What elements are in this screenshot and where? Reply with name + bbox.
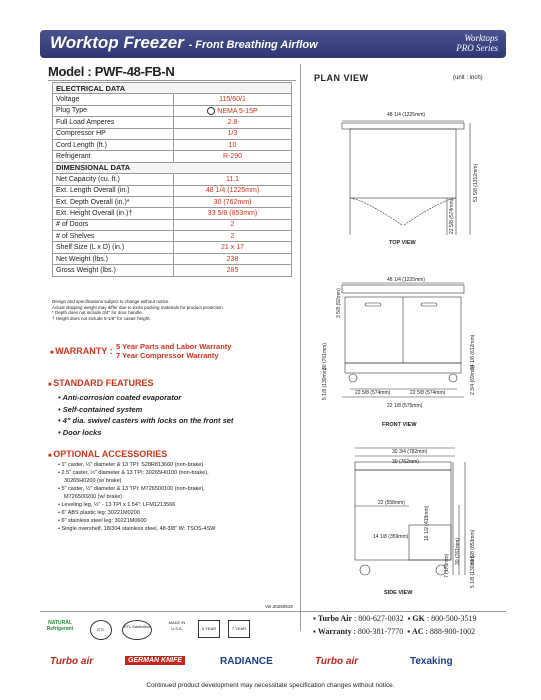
features-list xyxy=(58,392,233,438)
front-view-label: FRONT VIEW xyxy=(382,422,417,428)
list-item: • 6" ABS plastic leg: 30221M0200 xyxy=(58,509,298,517)
made-in-usa-logo: MADE IN U.S.A. xyxy=(168,620,186,631)
spec-value: 238 xyxy=(174,253,292,264)
spec-label: Full Load Amperes xyxy=(53,117,174,128)
accessories-heading: ■ OPTIONAL ACCESSORIES xyxy=(48,449,168,459)
list-item: • 1" caster, ½" diameter & 13 TPI: S28R813660 (non-brake) xyxy=(58,461,298,469)
spec-notes: Design and specifications subject to change without notice. Actual shipping weight may differ due to extra packing materials for product protection. * Depth does not include 3/4" for door handle. † Height does not include 5-1/8" for caster height. xyxy=(52,299,225,321)
spec-value: 2 xyxy=(174,231,292,242)
spec-label: # of Shelves xyxy=(53,231,174,242)
warranty-label: ■ WARRANTY : xyxy=(50,346,113,356)
etl-sanitation-logo: ETL Sanitation xyxy=(122,620,152,640)
natural-refrigerant-logo: NATURAL Refrigerant xyxy=(46,620,74,632)
spec-label: # of Doors xyxy=(53,219,174,230)
spec-value: 115/60/1 xyxy=(174,94,292,105)
spec-label: Voltage xyxy=(53,94,174,105)
dim-label: 22 1/8 (575mm) xyxy=(387,403,423,409)
list-item: • 6" stainless steel leg: 30221M0600 xyxy=(58,517,298,525)
dim-label: 48 1/4 (1225mm) xyxy=(387,112,426,118)
version-label: Ver.20250519 xyxy=(265,604,293,609)
dim-label: 51 5/8 (1312mm) xyxy=(473,163,479,202)
radiance-logo: RADIANCE xyxy=(220,656,273,667)
list-item: • Leveling leg, ½" - 13 TPI x 1.54": LFM1213566 xyxy=(58,501,298,509)
dim-label: 48 1/4 (1225mm) xyxy=(387,277,426,283)
spec-value: R-290 xyxy=(174,151,292,162)
certification-logos xyxy=(40,620,300,645)
spec-value: 21 x 17 xyxy=(174,242,292,253)
spec-value: 2 xyxy=(174,219,292,230)
dim-label: 30 3/4 (782mm) xyxy=(392,449,428,455)
dim-label: 7 (178mm) xyxy=(444,553,450,578)
dim-label: 30 (762mm) xyxy=(392,459,419,465)
model-number: Model : PWF-48-FB-N xyxy=(48,64,175,79)
side-view-label: SIDE VIEW xyxy=(384,590,413,596)
dim-label: 22 5/8 (574mm) xyxy=(355,390,391,396)
list-item: • Anti-corrosion coated evaporator xyxy=(58,392,233,404)
warranty-lines: 5 Year Parts and Labor Warranty 7 Year Compressor Warranty xyxy=(116,342,232,360)
plug-type-value: NEMA 5-15P xyxy=(174,105,292,116)
brand-logos xyxy=(40,652,506,674)
spec-value: 30 (762mm) xyxy=(174,196,292,207)
dim-label: 33 5/8 (853mm) xyxy=(470,529,476,565)
list-item: • 2.5" caster, ½" diameter & 13 TPI: 30265H0100 (non-brake), xyxy=(58,469,298,477)
spec-label: Compressor HP xyxy=(53,128,174,139)
spec-value: 285 xyxy=(174,265,292,276)
dim-label: 30 (761mm) xyxy=(322,343,328,370)
spec-value: 33 5/8 (853mm) xyxy=(174,208,292,219)
spec-label: Refrigerant xyxy=(53,151,174,162)
top-view-label: TOP VIEW xyxy=(389,240,416,246)
list-item: • Door locks xyxy=(58,427,233,439)
german-knife-logo: GERMAN KNIFE xyxy=(125,656,185,665)
spec-label: Plug Type xyxy=(53,105,174,116)
spec-value: 2.8 xyxy=(174,117,292,128)
spec-label: Gross Weight (lbs.) xyxy=(53,265,174,276)
list-item: • 5" caster, ½" diameter & 13 TPI: M726500100 (non-brake), xyxy=(58,485,298,493)
front-view-drawing xyxy=(342,283,464,397)
features-heading: ■ STANDARD FEATURES xyxy=(48,378,154,388)
dim-label: 22 5/8 (574mm) xyxy=(449,198,455,234)
spec-label: Cord Length (ft.) xyxy=(53,139,174,150)
spec-label: Ext. Depth Overall (in.)* xyxy=(53,196,174,207)
dim-label: 5 1/8 (130mm) xyxy=(322,367,328,400)
etl-logo: ETL xyxy=(90,620,112,640)
unit-label: (unit : inch) xyxy=(453,75,483,81)
spec-value: 1/3 xyxy=(174,128,292,139)
footer-note: Continued product development may necessitate specification changes without notice. xyxy=(146,682,395,689)
dim-label: 22 (558mm) xyxy=(378,500,405,506)
spec-table xyxy=(52,82,292,277)
page-header xyxy=(40,30,506,58)
five-year-badge: 5 YEAR xyxy=(198,620,220,638)
texaking-logo: Texaking xyxy=(410,656,453,667)
list-item: • Self-contained system xyxy=(58,404,233,416)
spec-value: 10 xyxy=(174,139,292,150)
spec-label: Ext. Height Overall (in.)† xyxy=(53,208,174,219)
page-subtitle: - Front Breathing Airflow xyxy=(188,39,318,51)
list-item: • 4" dia. swivel casters with locks on the front set xyxy=(58,415,233,427)
series-badge: Worktops PRO Series xyxy=(456,33,498,53)
spec-label: Net Weight (lbs.) xyxy=(53,253,174,264)
spec-label: Ext. Length Overall (in.) xyxy=(53,185,174,196)
dim-label: 5 1/8 (130mm) xyxy=(470,555,476,588)
spec-label: Net Capacity (cu. ft.) xyxy=(53,174,174,185)
dim-label: 30 (761mm) xyxy=(455,538,461,565)
dim-label: 22 5/8 (574mm) xyxy=(410,390,446,396)
spec-label: Shelf Size (L x D) (in.) xyxy=(53,242,174,253)
turbo-air-logo: Turbo air xyxy=(50,656,94,667)
model-underline xyxy=(48,80,296,81)
dim-label: 2 3/4 (69mm) xyxy=(470,365,476,395)
dim-label: 24 1/8 (612mm) xyxy=(470,334,476,370)
list-item: 30265H0200 (w/ brake) xyxy=(64,478,122,484)
page-title: Worktop Freezer - Front Breathing Airflow xyxy=(50,33,318,52)
spec-value: 48 1/4 (1225mm) xyxy=(174,185,292,196)
list-item: M726500200 (w/ brake) xyxy=(64,494,123,500)
plug-icon xyxy=(207,107,215,115)
spec-value: 11.1 xyxy=(174,174,292,185)
contact-block: ▪ Turbo Air : 800-627-0032 ▪ GK : 800-500-3519 ▪ Warranty : 800-381-7770 ▪ AC : 888-900-1002 xyxy=(313,614,477,636)
turbo-air-logo-2: Turbo air xyxy=(315,656,359,667)
column-divider xyxy=(300,64,301,631)
dim-label: 14 1/8 (359mm) xyxy=(373,534,409,540)
electrical-heading: ELECTRICAL DATA xyxy=(53,83,292,94)
list-item: • Single overshelf, 18/304 stainless steel, 48-3/8" W: TSOS-4SW xyxy=(58,525,298,533)
accessories-list xyxy=(58,461,298,533)
seven-year-badge: 7 YEAR xyxy=(228,620,250,638)
plan-view-title: PLAN VIEW xyxy=(314,73,369,83)
dimensional-heading: DIMENSIONAL DATA xyxy=(53,162,292,173)
dim-label: 3 5/8 (92mm) xyxy=(336,288,342,318)
dim-label: 16 1/2 (419mm) xyxy=(424,505,430,541)
